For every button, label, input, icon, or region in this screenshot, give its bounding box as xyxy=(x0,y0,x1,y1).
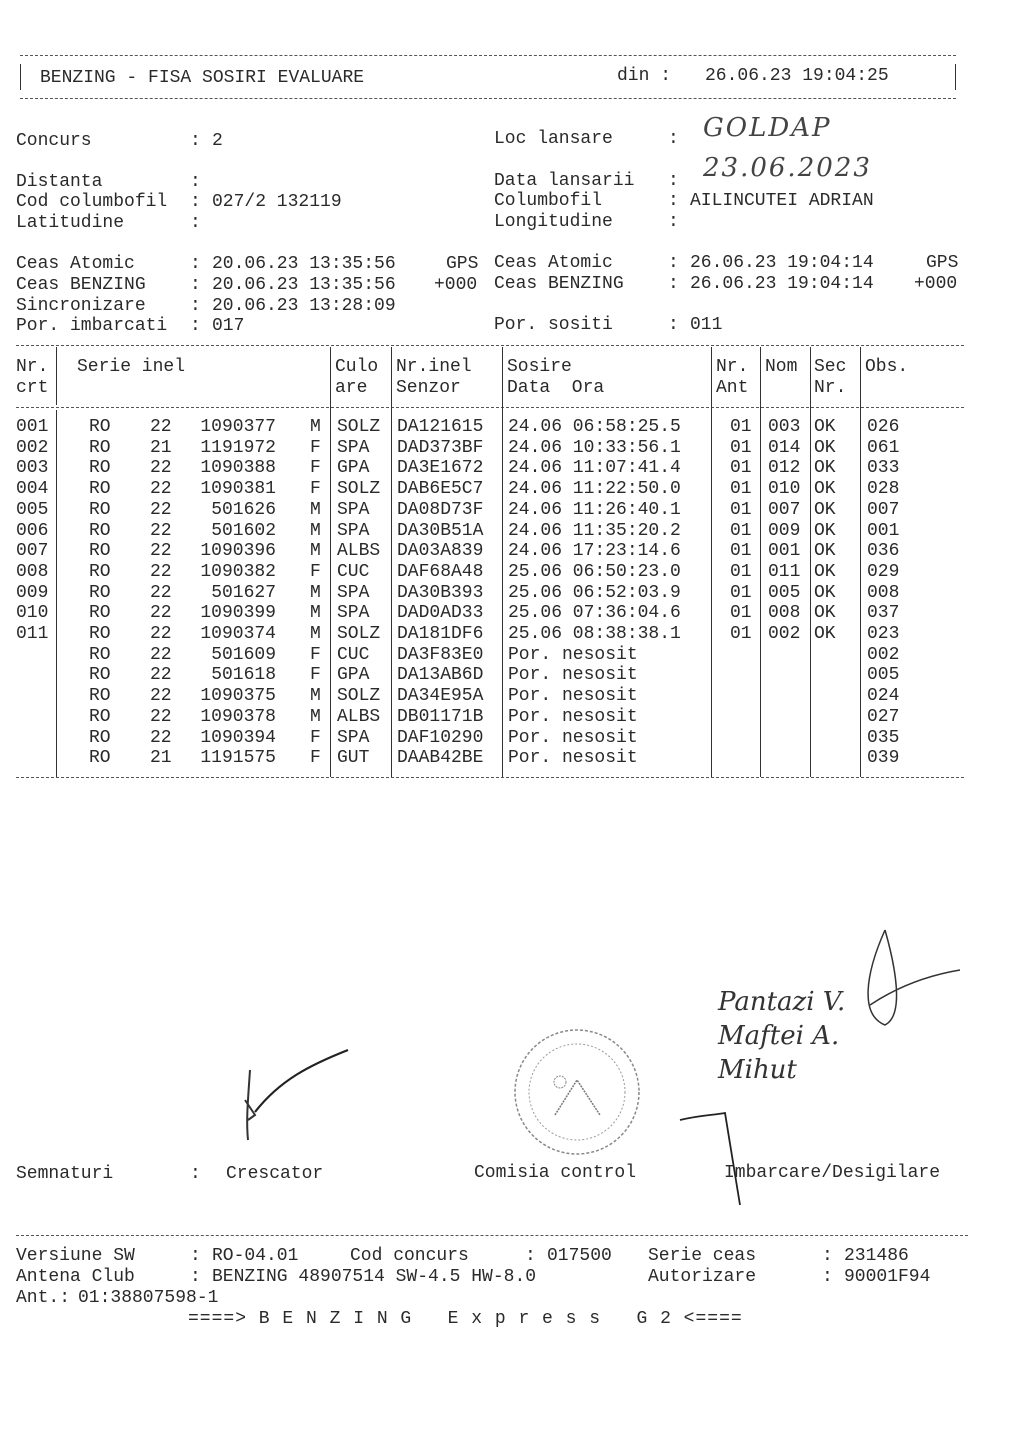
row-ring-number: 1090394 xyxy=(200,727,276,748)
row-antenna: 01 xyxy=(730,417,752,437)
row-obs: 061 xyxy=(867,437,900,458)
th-nrinel-1: Nr.inel xyxy=(396,357,472,377)
row-nom: 005 xyxy=(768,582,801,603)
row-number: 003 xyxy=(16,458,49,479)
row-sensor: DAD0AD33 xyxy=(397,603,484,624)
row-year: 22 xyxy=(150,665,172,686)
row-sensor: DAF68A48 xyxy=(397,561,484,582)
row-arrival: Por. nesosit xyxy=(508,644,638,665)
row-year: 22 xyxy=(150,686,172,707)
loc-lansare-colon: : xyxy=(668,129,679,149)
left-ceas-atomic-value: 20.06.23 13:35:56 xyxy=(212,254,396,274)
row-sensor: DA181DF6 xyxy=(397,624,484,644)
table-row xyxy=(0,458,1000,479)
row-sec-status: OK xyxy=(814,624,836,644)
row-number: 005 xyxy=(16,499,49,520)
distanta-colon: : xyxy=(190,172,201,192)
row-sex: F xyxy=(310,561,321,582)
th-sec-1: Sec xyxy=(814,357,847,377)
row-country: RO xyxy=(89,686,111,707)
row-year: 22 xyxy=(150,417,172,437)
row-arrival: Por. nesosit xyxy=(508,748,638,769)
row-nom: 011 xyxy=(768,561,801,582)
row-arrival: Por. nesosit xyxy=(508,727,638,748)
right-ceas-benzing-suffix: +000 xyxy=(914,274,958,294)
row-year: 22 xyxy=(150,582,172,603)
handwritten-name-1: Pantazi V. xyxy=(718,987,846,1017)
table-row xyxy=(0,748,1000,769)
row-obs: 039 xyxy=(867,748,900,769)
table-row xyxy=(0,728,1000,749)
row-arrival: 24.06 11:07:41.4 xyxy=(508,458,681,479)
row-sensor: DA121615 xyxy=(397,417,484,437)
columbofil-colon: : xyxy=(668,191,679,211)
data-lansarii-value: 23.06.2023 xyxy=(703,153,872,183)
row-ring-number: 1090396 xyxy=(200,541,276,562)
row-antenna: 01 xyxy=(730,624,752,644)
row-obs: 036 xyxy=(867,541,900,562)
row-ring-number: 1090377 xyxy=(200,417,276,437)
data-lansarii-label: Data lansarii xyxy=(494,171,635,191)
right-ceas-atomic-value: 26.06.23 19:04:14 xyxy=(690,253,874,273)
cod-columbofil-value: 027/2 132119 xyxy=(212,192,342,212)
table-row xyxy=(0,583,1000,604)
longitudine-label: Longitudine xyxy=(494,212,613,232)
latitudine-label: Latitudine xyxy=(16,213,125,233)
cod-concurs-colon: : xyxy=(525,1246,536,1266)
row-sensor: DA30B51A xyxy=(397,520,484,541)
row-sex: F xyxy=(310,727,321,748)
autorizare-value: 90001F94 xyxy=(844,1267,931,1287)
semnaturi-label: Semnaturi xyxy=(16,1164,114,1184)
ant-value: 01:38807598-1 xyxy=(78,1288,219,1308)
row-sex: M xyxy=(310,541,321,562)
row-nom: 009 xyxy=(768,520,801,541)
row-year: 22 xyxy=(150,499,172,520)
latitudine-colon: : xyxy=(190,213,201,233)
row-antenna: 01 xyxy=(730,541,752,562)
row-color: SPA xyxy=(337,727,370,748)
row-antenna: 01 xyxy=(730,520,752,541)
row-nom: 012 xyxy=(768,458,801,479)
table-row xyxy=(0,521,1000,542)
row-color: SOLZ xyxy=(337,686,381,707)
row-sec-status: OK xyxy=(814,582,836,603)
th-culoare-2: are xyxy=(335,378,368,398)
row-color: SOLZ xyxy=(337,624,381,644)
row-arrival: 25.06 06:50:23.0 xyxy=(508,561,681,582)
table-row xyxy=(0,665,1000,686)
row-number: 002 xyxy=(16,437,49,458)
right-ceas-atomic-suffix: GPS xyxy=(926,253,959,273)
row-sex: F xyxy=(310,748,321,769)
handwritten-name-2: Maftei A. xyxy=(718,1021,840,1051)
th-ant-1: Nr. xyxy=(716,357,749,377)
right-ceas-atomic-colon: : xyxy=(668,253,679,273)
row-arrival: 24.06 10:33:56.1 xyxy=(508,437,681,458)
row-sensor: DA13AB6D xyxy=(397,665,484,686)
row-color: SPA xyxy=(337,582,370,603)
imbarcare-desigilare-label: Imbarcare/Desigilare xyxy=(724,1163,941,1183)
row-color: SOLZ xyxy=(337,417,381,437)
row-number: 010 xyxy=(16,603,49,624)
row-nom: 007 xyxy=(768,499,801,520)
row-year: 22 xyxy=(150,520,172,541)
imbarcati-label: Por. imbarcati xyxy=(16,316,168,336)
serie-ceas-label: Serie ceas xyxy=(648,1246,757,1266)
title-box-right-border xyxy=(955,64,956,90)
row-number: 009 xyxy=(16,582,49,603)
crescator-signature xyxy=(200,1040,400,1160)
versiune-sw-colon: : xyxy=(190,1246,201,1266)
row-ring-number: 501626 xyxy=(211,499,276,520)
row-ring-number: 501602 xyxy=(211,520,276,541)
row-year: 22 xyxy=(150,644,172,665)
footer-divider xyxy=(16,1235,968,1236)
row-country: RO xyxy=(89,727,111,748)
row-color: CUC xyxy=(337,644,370,665)
row-sex: M xyxy=(310,582,321,603)
row-antenna: 01 xyxy=(730,603,752,624)
row-year: 22 xyxy=(150,603,172,624)
right-ceas-atomic-label: Ceas Atomic xyxy=(494,253,613,273)
row-ring-number: 501618 xyxy=(211,665,276,686)
row-sensor: DA3F83E0 xyxy=(397,644,484,665)
club-stamp xyxy=(505,1020,655,1170)
row-nom: 008 xyxy=(768,603,801,624)
sositi-label: Por. sositi xyxy=(494,315,613,335)
row-country: RO xyxy=(89,458,111,479)
row-country: RO xyxy=(89,665,111,686)
row-sex: F xyxy=(310,644,321,665)
row-arrival: Por. nesosit xyxy=(508,686,638,707)
row-sec-status: OK xyxy=(814,458,836,479)
row-obs: 027 xyxy=(867,706,900,727)
table-row xyxy=(0,500,1000,521)
left-ceas-benzing-colon: : xyxy=(190,275,201,295)
row-year: 21 xyxy=(150,437,172,458)
row-sensor: DAAB42BE xyxy=(397,748,484,769)
row-antenna: 01 xyxy=(730,561,752,582)
row-number: 011 xyxy=(16,624,49,644)
row-sec-status: OK xyxy=(814,541,836,562)
semnaturi-colon: : xyxy=(190,1164,201,1184)
autorizare-label: Autorizare xyxy=(648,1267,757,1287)
right-ceas-benzing-value: 26.06.23 19:04:14 xyxy=(690,274,874,294)
row-sec-status: OK xyxy=(814,417,836,437)
row-country: RO xyxy=(89,437,111,458)
row-antenna: 01 xyxy=(730,582,752,603)
row-sensor: DAB6E5C7 xyxy=(397,479,484,500)
row-sex: F xyxy=(310,665,321,686)
row-antenna: 01 xyxy=(730,437,752,458)
th-nom: Nom xyxy=(765,357,798,377)
cod-columbofil-colon: : xyxy=(190,192,201,212)
row-nom: 010 xyxy=(768,479,801,500)
row-arrival: Por. nesosit xyxy=(508,706,638,727)
autorizare-colon: : xyxy=(822,1267,833,1287)
row-sensor: DAF10290 xyxy=(397,727,484,748)
row-number: 006 xyxy=(16,520,49,541)
row-obs: 026 xyxy=(867,417,900,437)
row-country: RO xyxy=(89,520,111,541)
row-country: RO xyxy=(89,624,111,644)
table-row xyxy=(0,686,1000,707)
table-row xyxy=(0,479,1000,500)
distanta-label: Distanta xyxy=(16,172,103,192)
row-sec-status: OK xyxy=(814,603,836,624)
row-antenna: 01 xyxy=(730,458,752,479)
row-ring-number: 501609 xyxy=(211,644,276,665)
row-color: SPA xyxy=(337,603,370,624)
serie-ceas-colon: : xyxy=(822,1246,833,1266)
row-year: 22 xyxy=(150,541,172,562)
row-sensor: DA3E1672 xyxy=(397,458,484,479)
table-row xyxy=(0,541,1000,562)
row-year: 21 xyxy=(150,748,172,769)
versiune-sw-value: RO-04.01 xyxy=(212,1246,299,1266)
row-sensor: DB01171B xyxy=(397,706,484,727)
loc-lansare-value: GOLDAP xyxy=(703,113,832,143)
th-culoare-1: Culo xyxy=(335,357,379,377)
th-nr-1: Nr. xyxy=(16,357,49,377)
row-sex: M xyxy=(310,686,321,707)
row-arrival: 24.06 17:23:14.6 xyxy=(508,541,681,562)
table-row xyxy=(0,645,1000,666)
longitudine-colon: : xyxy=(668,212,679,232)
table-row xyxy=(0,707,1000,728)
th-sec-2: Nr. xyxy=(814,378,847,398)
columbofil-label: Columbofil xyxy=(494,191,603,211)
row-color: SOLZ xyxy=(337,479,381,500)
table-row xyxy=(0,624,1000,645)
row-color: SPA xyxy=(337,437,370,458)
row-obs: 007 xyxy=(867,499,900,520)
columbofil-value: AILINCUTEI ADRIAN xyxy=(690,191,874,211)
concurs-value: 2 xyxy=(212,131,223,151)
table-row xyxy=(0,603,1000,624)
loc-lansare-label: Loc lansare xyxy=(494,129,613,149)
left-ceas-atomic-suffix: GPS xyxy=(446,254,479,274)
row-obs: 033 xyxy=(867,458,900,479)
row-sex: M xyxy=(310,706,321,727)
row-year: 22 xyxy=(150,458,172,479)
row-year: 22 xyxy=(150,727,172,748)
col-sep-nr-header xyxy=(56,347,57,405)
row-color: ALBS xyxy=(337,541,381,562)
row-sex: F xyxy=(310,437,321,458)
th-sosire-1: Sosire xyxy=(507,357,572,377)
row-arrival: 24.06 11:35:20.2 xyxy=(508,520,681,541)
cod-concurs-value: 017500 xyxy=(547,1246,612,1266)
table-top-border xyxy=(16,345,964,346)
left-ceas-atomic-label: Ceas Atomic xyxy=(16,254,135,274)
row-country: RO xyxy=(89,417,111,437)
cod-concurs-label: Cod concurs xyxy=(350,1246,469,1266)
table-row xyxy=(0,562,1000,583)
row-year: 22 xyxy=(150,624,172,644)
row-sensor: DA34E95A xyxy=(397,686,484,707)
antena-club-value: BENZING 48907514 SW-4.5 HW-8.0 xyxy=(212,1267,537,1287)
row-nom: 002 xyxy=(768,624,801,644)
row-obs: 002 xyxy=(867,644,900,665)
sincronizare-label: Sincronizare xyxy=(16,296,146,316)
row-country: RO xyxy=(89,499,111,520)
row-arrival: 24.06 11:26:40.1 xyxy=(508,499,681,520)
row-sensor: DA03A839 xyxy=(397,541,484,562)
row-arrival: Por. nesosit xyxy=(508,665,638,686)
row-color: GPA xyxy=(337,665,370,686)
row-obs: 023 xyxy=(867,624,900,644)
row-color: SPA xyxy=(337,520,370,541)
row-ring-number: 1191575 xyxy=(200,748,276,769)
row-number: 008 xyxy=(16,561,49,582)
versiune-sw-label: Versiune SW xyxy=(16,1246,135,1266)
row-sex: M xyxy=(310,520,321,541)
serie-ceas-value: 231486 xyxy=(844,1246,909,1266)
row-obs: 028 xyxy=(867,479,900,500)
row-sensor: DAD373BF xyxy=(397,437,484,458)
row-arrival: 24.06 06:58:25.5 xyxy=(508,417,681,437)
antena-club-colon: : xyxy=(190,1267,201,1287)
row-ring-number: 1090374 xyxy=(200,624,276,644)
row-sex: M xyxy=(310,603,321,624)
row-ring-number: 1090388 xyxy=(200,458,276,479)
row-year: 22 xyxy=(150,706,172,727)
row-sensor: DA08D73F xyxy=(397,499,484,520)
table-header-border xyxy=(16,407,964,408)
data-lansarii-colon: : xyxy=(668,171,679,191)
sositi-value: 011 xyxy=(690,315,723,335)
row-obs: 008 xyxy=(867,582,900,603)
row-obs: 001 xyxy=(867,520,900,541)
row-ring-number: 501627 xyxy=(211,582,276,603)
left-ceas-benzing-suffix: +000 xyxy=(434,275,478,295)
th-obs: Obs. xyxy=(865,357,909,377)
row-nom: 014 xyxy=(768,437,801,458)
document-title: BENZING - FISA SOSIRI EVALUARE xyxy=(40,68,365,88)
row-color: SPA xyxy=(337,499,370,520)
row-sex: M xyxy=(310,417,321,437)
left-ceas-atomic-colon: : xyxy=(190,254,201,274)
row-color: GPA xyxy=(337,458,370,479)
row-nom: 003 xyxy=(768,417,801,437)
row-ring-number: 1090375 xyxy=(200,686,276,707)
title-box-left-border xyxy=(20,64,21,90)
row-ring-number: 1191972 xyxy=(200,437,276,458)
row-country: RO xyxy=(89,541,111,562)
right-ceas-benzing-colon: : xyxy=(668,274,679,294)
row-country: RO xyxy=(89,479,111,500)
row-obs: 029 xyxy=(867,561,900,582)
table-row xyxy=(0,417,1000,438)
row-country: RO xyxy=(89,582,111,603)
table-bottom-border xyxy=(16,777,964,778)
row-number: 004 xyxy=(16,479,49,500)
row-number: 007 xyxy=(16,541,49,562)
right-ceas-benzing-label: Ceas BENZING xyxy=(494,274,624,294)
row-obs: 037 xyxy=(867,603,900,624)
row-ring-number: 1090381 xyxy=(200,479,276,500)
sositi-colon: : xyxy=(668,315,679,335)
row-arrival: 25.06 08:38:38.1 xyxy=(508,624,681,644)
row-color: GUT xyxy=(337,748,370,769)
row-number: 001 xyxy=(16,417,49,437)
row-sex: M xyxy=(310,499,321,520)
row-obs: 035 xyxy=(867,727,900,748)
row-arrival: 25.06 06:52:03.9 xyxy=(508,582,681,603)
brand-line: ====> B E N Z I N G E x p r e s s G 2 <==== xyxy=(188,1309,743,1329)
row-obs: 024 xyxy=(867,686,900,707)
row-sec-status: OK xyxy=(814,561,836,582)
row-country: RO xyxy=(89,748,111,769)
row-country: RO xyxy=(89,603,111,624)
concurs-label: Concurs xyxy=(16,131,92,151)
concurs-colon: : xyxy=(190,131,212,151)
din-value: 26.06.23 19:04:25 xyxy=(705,66,889,86)
ant-label: Ant.: xyxy=(16,1288,71,1308)
table-row xyxy=(0,438,1000,459)
row-sec-status: OK xyxy=(814,437,836,458)
th-nrinel-2: Senzor xyxy=(396,378,461,398)
th-nr-2: crt xyxy=(16,378,49,398)
row-sec-status: OK xyxy=(814,479,836,500)
row-color: ALBS xyxy=(337,706,381,727)
th-ant-2: Ant xyxy=(716,378,749,398)
row-arrival: 24.06 11:22:50.0 xyxy=(508,479,681,500)
row-obs: 005 xyxy=(867,665,900,686)
row-nom: 001 xyxy=(768,541,801,562)
row-sex: F xyxy=(310,479,321,500)
row-ring-number: 1090378 xyxy=(200,706,276,727)
imbarcati-colon: : xyxy=(190,316,201,336)
row-sex: F xyxy=(310,458,321,479)
comisia-control-label: Comisia control xyxy=(474,1163,637,1183)
row-arrival: 25.06 07:36:04.6 xyxy=(508,603,681,624)
row-sex: M xyxy=(310,624,321,644)
row-antenna: 01 xyxy=(730,479,752,500)
row-sensor: DA30B393 xyxy=(397,582,484,603)
row-country: RO xyxy=(89,706,111,727)
handwritten-name-3: Mihut xyxy=(718,1055,797,1085)
sincronizare-colon: : xyxy=(190,296,201,316)
row-color: CUC xyxy=(337,561,370,582)
antena-club-label: Antena Club xyxy=(16,1267,135,1287)
row-ring-number: 1090399 xyxy=(200,603,276,624)
row-year: 22 xyxy=(150,479,172,500)
row-sec-status: OK xyxy=(814,499,836,520)
row-year: 22 xyxy=(150,561,172,582)
row-antenna: 01 xyxy=(730,499,752,520)
row-sec-status: OK xyxy=(814,520,836,541)
row-ring-number: 1090382 xyxy=(200,561,276,582)
left-ceas-benzing-label: Ceas BENZING xyxy=(16,275,146,295)
row-country: RO xyxy=(89,561,111,582)
sincronizare-value: 20.06.23 13:28:09 xyxy=(212,296,396,316)
th-sosire-2: Data Ora xyxy=(507,378,605,398)
th-serie: Serie inel xyxy=(77,357,186,377)
crescator-label: Crescator xyxy=(226,1164,324,1184)
cod-columbofil-label: Cod columbofil xyxy=(16,192,168,212)
row-country: RO xyxy=(89,644,111,665)
din-label: din : xyxy=(617,66,672,86)
imbarcati-value: 017 xyxy=(212,316,245,336)
left-ceas-benzing-value: 20.06.23 13:35:56 xyxy=(212,275,396,295)
